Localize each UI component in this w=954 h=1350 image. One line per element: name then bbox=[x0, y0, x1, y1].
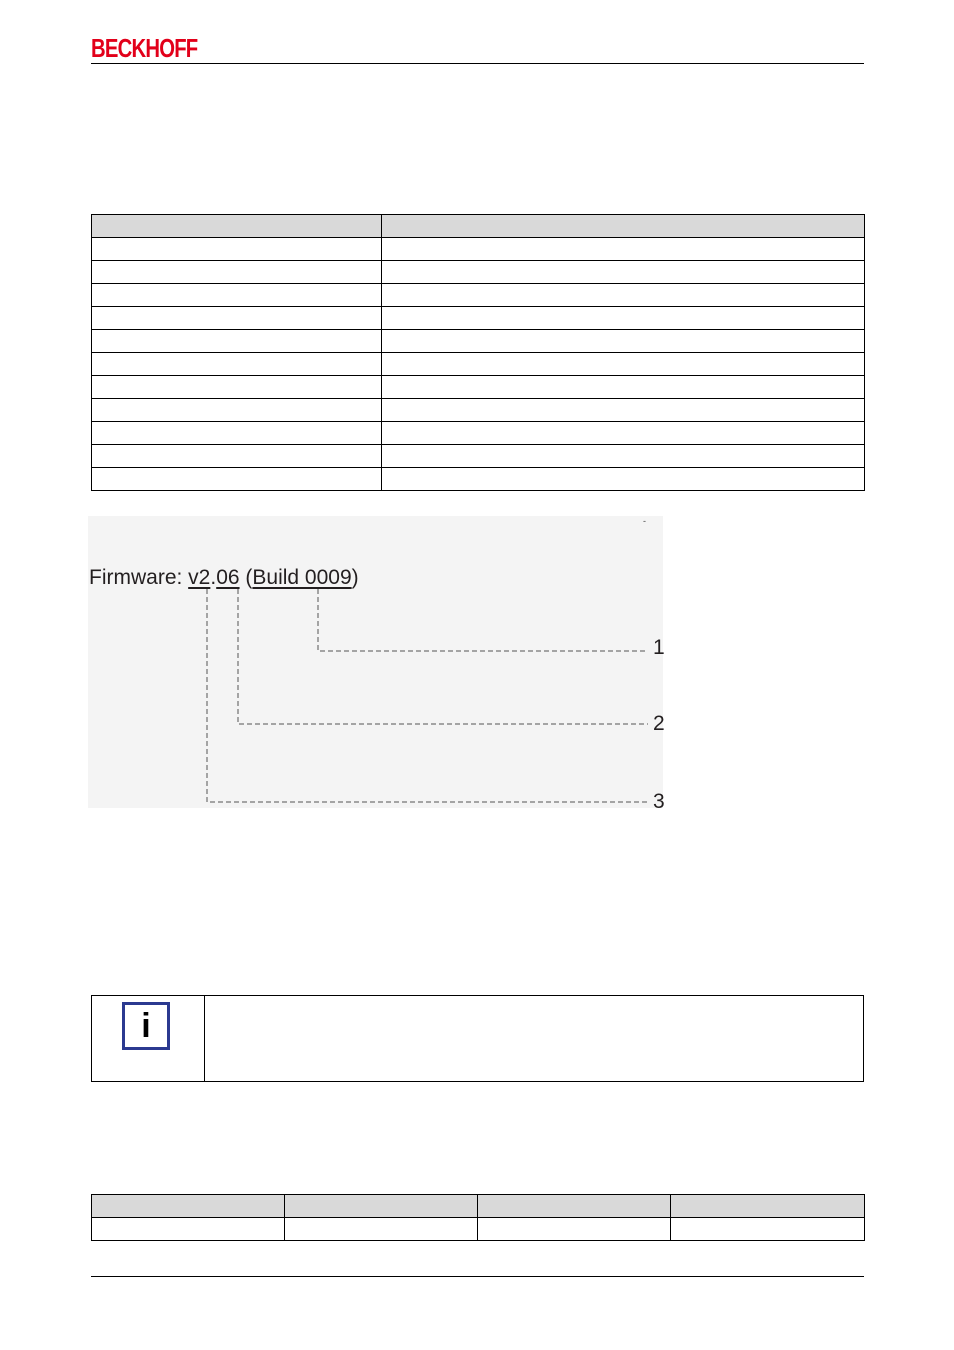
table-row bbox=[92, 468, 865, 491]
firmware-build-close: ) bbox=[351, 566, 359, 589]
table-cell bbox=[382, 445, 865, 468]
table-row bbox=[92, 307, 865, 330]
table-row bbox=[92, 284, 865, 307]
footer-rule bbox=[91, 1276, 864, 1277]
table-cell bbox=[92, 284, 382, 307]
table-header-cell bbox=[478, 1195, 671, 1218]
table-cell bbox=[382, 307, 865, 330]
version-table bbox=[91, 214, 865, 491]
callout-line-major bbox=[207, 589, 648, 802]
firmware-version-figure bbox=[88, 516, 668, 816]
callout-label-2: 2 bbox=[653, 712, 665, 735]
table-cell bbox=[382, 353, 865, 376]
callout-line-minor bbox=[238, 589, 648, 724]
table-row bbox=[92, 445, 865, 468]
table-row bbox=[92, 422, 865, 445]
table-header-row bbox=[92, 215, 865, 238]
firmware-build-number: Build 0009 bbox=[252, 566, 352, 589]
table-row bbox=[92, 238, 865, 261]
firmware-dot: . bbox=[210, 566, 217, 589]
table-cell bbox=[92, 307, 382, 330]
brand-logo: BECKHOFF bbox=[91, 33, 198, 63]
callout-label-1: 1 bbox=[653, 636, 665, 659]
table-cell bbox=[382, 238, 865, 261]
table-cell bbox=[92, 376, 382, 399]
table-cell bbox=[382, 422, 865, 445]
table-cell bbox=[382, 376, 865, 399]
table-cell bbox=[92, 353, 382, 376]
table-cell bbox=[382, 330, 865, 353]
table-row bbox=[92, 261, 865, 284]
callout-line-build bbox=[318, 589, 648, 651]
header-rule bbox=[91, 63, 864, 64]
table-cell bbox=[382, 284, 865, 307]
table-header-cell bbox=[671, 1195, 865, 1218]
table-cell bbox=[285, 1218, 478, 1241]
table-cell bbox=[382, 261, 865, 284]
table-cell bbox=[671, 1218, 865, 1241]
note-icon-cell bbox=[92, 996, 205, 1081]
table-header-cell bbox=[285, 1195, 478, 1218]
table-cell bbox=[92, 261, 382, 284]
firmware-build-open: ( bbox=[245, 566, 253, 589]
table-cell bbox=[92, 399, 382, 422]
table-cell bbox=[92, 330, 382, 353]
table-header-cell bbox=[92, 215, 382, 238]
table-row bbox=[92, 353, 865, 376]
firmware-minor-version: 06 bbox=[216, 566, 240, 589]
table-row bbox=[92, 399, 865, 422]
table-header-row bbox=[92, 1195, 865, 1218]
callout-label-3: 3 bbox=[653, 790, 665, 813]
table-cell bbox=[92, 445, 382, 468]
figure-tick-mark: - bbox=[643, 516, 646, 526]
table-row bbox=[92, 1218, 865, 1241]
table-cell bbox=[92, 468, 382, 491]
table-header-cell bbox=[92, 1195, 285, 1218]
table-cell bbox=[92, 422, 382, 445]
firmware-major-version: v2 bbox=[188, 566, 211, 589]
table-header-cell bbox=[382, 215, 865, 238]
table-cell bbox=[478, 1218, 671, 1241]
table-cell bbox=[382, 468, 865, 491]
callout-lines bbox=[88, 516, 668, 816]
note-box bbox=[91, 995, 864, 1082]
table-cell bbox=[92, 1218, 285, 1241]
table-cell bbox=[92, 238, 382, 261]
info-icon: i bbox=[122, 1002, 170, 1050]
compatibility-table bbox=[91, 1194, 865, 1241]
table-row bbox=[92, 376, 865, 399]
table-row bbox=[92, 330, 865, 353]
firmware-prefix: Firmware: bbox=[89, 566, 189, 589]
table-cell bbox=[382, 399, 865, 422]
